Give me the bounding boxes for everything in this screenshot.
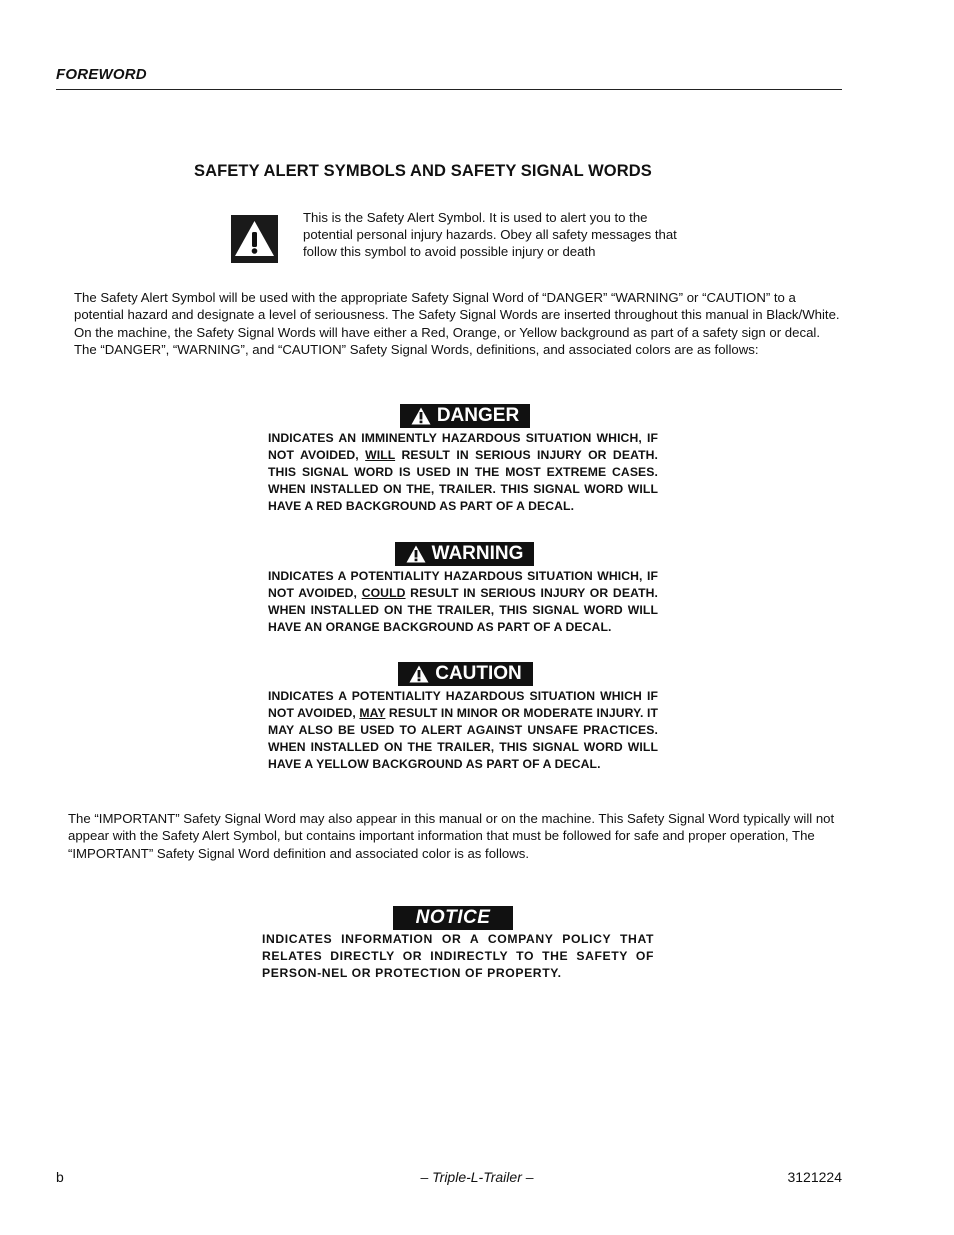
footer-title: – Triple-L-Trailer – bbox=[420, 1169, 534, 1185]
danger-label-text: DANGER bbox=[436, 405, 520, 426]
warning-definition bbox=[268, 568, 658, 636]
danger-signal-label bbox=[400, 404, 530, 428]
warning-label-text: WARNING bbox=[431, 543, 524, 564]
header-divider bbox=[56, 89, 842, 90]
warning-text-after: RESULT IN SERIOUS INJURY OR DEATH. WHEN INSTALLED ON THE TRAILER, THIS SIGNAL WORD WILL HAVE AN ORANGE BACKGROUND AS PART OF A DECAL. bbox=[268, 586, 658, 634]
notice-label-text: NOTICE bbox=[415, 907, 491, 928]
warning-triangle-icon bbox=[231, 215, 278, 263]
safety-alert-symbol-description: This is the Safety Alert Symbol. It is used to alert you to the potential personal injury hazards. Obey all safety messages that follow this symbol to avoid possible injury or death bbox=[303, 210, 677, 259]
warning-triangle-icon bbox=[409, 665, 429, 683]
caution-emphasis: MAY bbox=[359, 706, 386, 720]
warning-text-before: INDICATES A POTENTIALITY HAZARDOUS SITUATION WHICH, IF NOT AVOIDED, bbox=[268, 569, 658, 600]
footer-page-number: b bbox=[56, 1169, 64, 1185]
page-header-title: FOREWORD bbox=[56, 66, 147, 83]
warning-triangle-icon bbox=[406, 545, 426, 563]
notice-signal-label bbox=[393, 906, 513, 930]
important-paragraph: The “IMPORTANT” Safety Signal Word may also appear in this manual or on the machine. This Safety Signal Word typically will not appear with the Safety Alert Symbol, but contains important information that must be followed for safe and proper operation, The “IMPORTANT” Safety Signal Word definition and associated color is as follows. bbox=[68, 811, 835, 861]
footer-doc-number: 3121224 bbox=[787, 1169, 842, 1185]
caution-definition bbox=[268, 688, 658, 773]
notice-definition: INDICATES INFORMATION OR A COMPANY POLICY THAT RELATES DIRECTLY OR INDIRECTLY TO THE SAFETY OF PERSON-NEL OR PROTECTION OF PROPERTY. bbox=[262, 932, 654, 980]
danger-text-after: RESULT IN SERIOUS INJURY OR DEATH. THIS SIGNAL WORD IS USED IN THE MOST EXTREME CASES. WHEN INSTALLED ON THE, TRAILER. THIS SIGNAL WORD WILL HAVE A RED BACKGROUND AS PART OF A DECAL. bbox=[268, 448, 658, 513]
caution-label-text: CAUTION bbox=[435, 663, 522, 684]
caution-text-before: INDICATES A POTENTIALITY HAZARDOUS SITUATION WHICH IF NOT AVOIDED, bbox=[268, 689, 658, 720]
danger-emphasis: WILL bbox=[365, 448, 396, 462]
warning-triangle-icon bbox=[411, 407, 431, 425]
warning-emphasis: COULD bbox=[361, 586, 406, 600]
danger-definition bbox=[268, 430, 658, 515]
warning-signal-label bbox=[395, 542, 534, 566]
intro-paragraph: The Safety Alert Symbol will be used with the appropriate Safety Signal Word of “DANGER” “WARNING” or “CAUTION” to a potential hazard and designate a level of seriousness. The Safety Signal Words are inserted throughout this manual in Black/White. On the machine, the Safety Signal Words will have either a Red, Orange, or Yellow background as part of a safety sign or decal. The “DANGER”, “WARNING”, and “CAUTION” Safety Signal Words, definitions, and associated colors are as follows: bbox=[74, 290, 840, 357]
caution-text-after: RESULT IN MINOR OR MODERATE INJURY. IT MAY ALSO BE USED TO ALERT AGAINST UNSAFE PRACTICES. WHEN INSTALLED ON THE TRAILER, THIS SIGNAL WORD WILL HAVE A YELLOW BACKGROUND AS PART OF A DECAL. bbox=[268, 706, 659, 771]
section-title: SAFETY ALERT SYMBOLS AND SAFETY SIGNAL WORDS bbox=[194, 162, 652, 180]
caution-signal-label bbox=[398, 662, 533, 686]
danger-text-before: INDICATES AN IMMINENTLY HAZARDOUS SITUATION WHICH, IF NOT AVOIDED, bbox=[268, 431, 658, 462]
